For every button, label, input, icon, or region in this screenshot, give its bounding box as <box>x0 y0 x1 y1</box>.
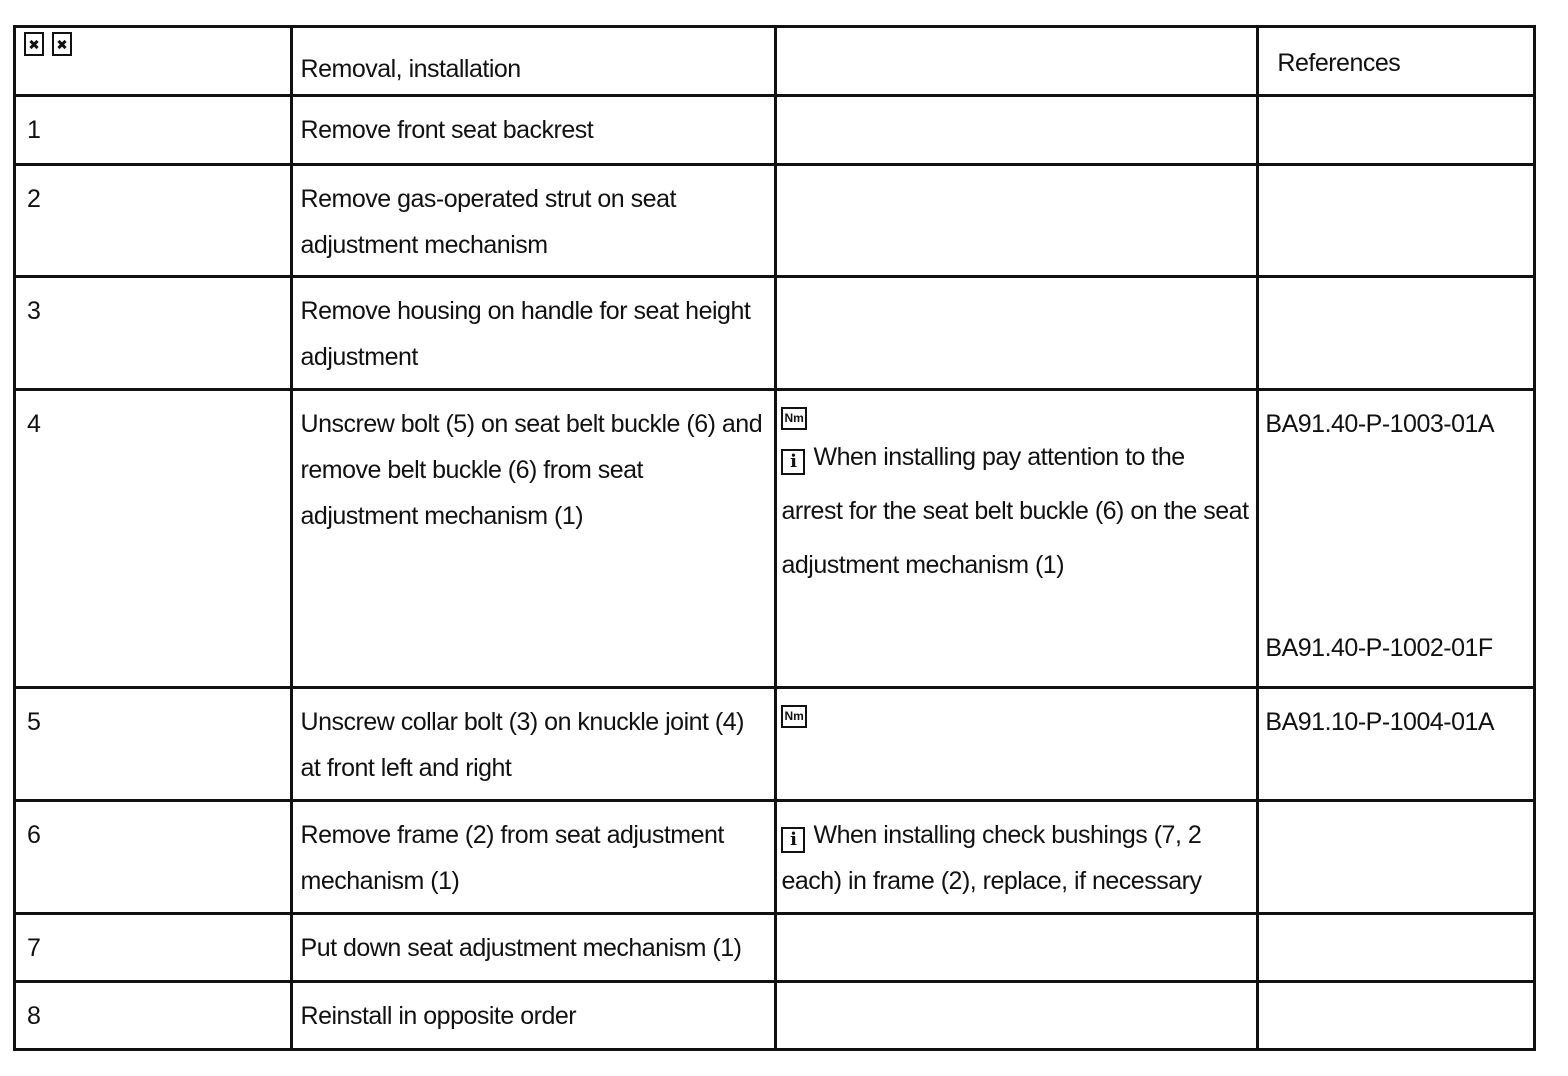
step-notes <box>777 983 1256 993</box>
step-column-header: Removal, installation <box>300 55 521 83</box>
step-notes <box>777 278 1256 288</box>
step-text: Put down seat adjustment mechanism (1) <box>300 934 742 962</box>
reference-link[interactable]: BA91.10-P-1004-01A <box>1265 708 1495 736</box>
step-note-text: When installing check bushings (7, 2 each) in frame (2), replace, if necessary <box>781 821 1202 895</box>
step-references <box>1259 802 1533 812</box>
step-references <box>1259 97 1533 107</box>
torque-nm-icon: Nm <box>781 705 806 728</box>
info-icon: i <box>781 827 805 853</box>
step-number: 8 <box>27 1002 41 1030</box>
step-number: 1 <box>27 116 41 144</box>
table-row <box>15 688 1535 801</box>
step-references <box>1259 278 1533 288</box>
step-notes <box>777 802 1256 904</box>
torque-nm-icon: Nm <box>781 407 806 430</box>
step-number: 3 <box>27 297 41 325</box>
header-icons-cell <box>15 27 292 96</box>
header-step-cell <box>291 27 776 96</box>
step-text: Remove front seat backrest <box>300 116 594 144</box>
step-number: 4 <box>27 410 41 438</box>
reference-link[interactable]: BA91.40-P-1002-01F <box>1265 634 1493 662</box>
table-row <box>15 165 1535 277</box>
table-row <box>15 801 1535 914</box>
step-text: Remove housing on handle for seat height adjustment <box>300 297 751 371</box>
step-references <box>1259 689 1533 745</box>
step-references <box>1259 166 1533 176</box>
table-header-row <box>15 27 1535 96</box>
reference-link[interactable]: BA91.40-P-1003-01A <box>1265 410 1495 438</box>
symbol-icon <box>24 32 44 56</box>
step-notes <box>777 97 1256 107</box>
step-number: 6 <box>27 821 41 849</box>
references-column-header: References <box>1277 49 1401 77</box>
step-text: Unscrew bolt (5) on seat belt buckle (6) and remove belt buckle (6) from seat adjustment mechanism (1) <box>300 410 763 530</box>
table-row <box>15 914 1535 982</box>
step-notes <box>777 689 1256 728</box>
symbol-icon <box>52 32 72 56</box>
step-text: Remove gas-operated strut on seat adjustment mechanism <box>300 185 676 259</box>
header-notes-cell <box>776 27 1258 96</box>
table-row <box>15 390 1535 688</box>
procedure-table <box>13 25 1536 1051</box>
step-notes <box>777 915 1256 925</box>
step-number: 5 <box>27 708 41 736</box>
step-notes <box>777 166 1256 176</box>
step-notes <box>777 391 1256 592</box>
table-row <box>15 96 1535 165</box>
table-row <box>15 982 1535 1050</box>
info-icon: i <box>781 449 805 475</box>
step-text: Remove frame (2) from seat adjustment mechanism (1) <box>300 821 724 895</box>
step-number: 2 <box>27 185 41 213</box>
step-number: 7 <box>27 934 41 962</box>
header-references-cell <box>1258 27 1535 96</box>
step-references <box>1259 391 1533 671</box>
step-references <box>1259 983 1533 993</box>
step-text: Reinstall in opposite order <box>300 1002 577 1030</box>
table-row <box>15 277 1535 390</box>
step-references <box>1259 915 1533 925</box>
step-text: Unscrew collar bolt (3) on knuckle joint (4) at front left and right <box>300 708 744 782</box>
step-note-text: When installing pay attention to the arrest for the seat belt buckle (6) on the seat adjustment mechanism (1) <box>781 443 1249 579</box>
